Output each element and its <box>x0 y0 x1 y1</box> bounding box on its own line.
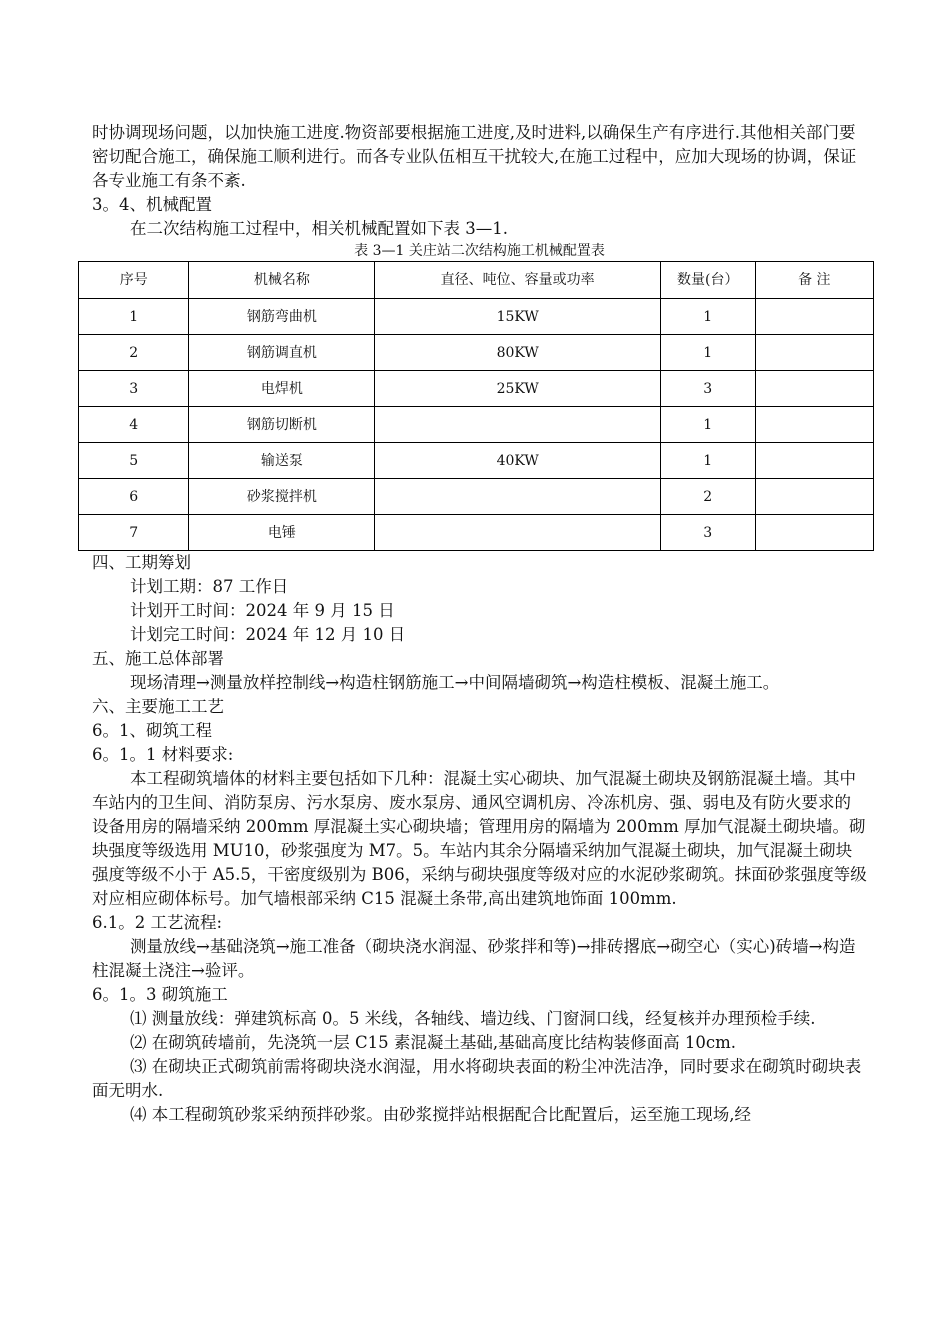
plan-duration: 计划工期：87 工作日 <box>130 577 289 596</box>
table-row <box>79 515 874 551</box>
table-cell <box>375 515 661 551</box>
table-cell: 7 <box>79 515 189 551</box>
table-cell: 4 <box>79 407 189 443</box>
table-cell: 80KW <box>375 335 661 371</box>
table-row <box>79 335 874 371</box>
table-cell <box>755 335 873 371</box>
table-cell: 5 <box>79 443 189 479</box>
section-heading-machinery: 3。4、机械配置 <box>92 195 212 214</box>
paragraph-materials: 本工程砌筑墙体的材料主要包括如下几种：混凝土实心砌块、加气混凝土砌块及钢筋混凝土墙。其中车站内的卫生间、消防泵房、污水泵房、废水泵房、通风空调机房、冷冻机房、强、弱电及有防火要求的设备用房的隔墙采纳 200mm 厚混凝土实心砌块墙；管理用房的隔墙为 200mm 厚加气混凝土砌块墙。砌块强度等级选用 MU10，砂浆强度为 M7。5。车站内其余分隔墙采纳加气混凝土砌块，加气混凝土砌块强度等级不小于 A5.5，干密度级别为 B06，采纳与砌块强度等级对应的水泥砂浆砌筑。抹面砂浆强度等级对应相应砌体标号。加气墙根部采纳 C15 混凝土条带,高出建筑地饰面 100mm. <box>92 769 867 908</box>
table-header-cell: 数量(台） <box>660 262 755 299</box>
table-cell: 2 <box>79 335 189 371</box>
step-item: ⑷ 本工程砌筑砂浆采纳预拌砂浆。由砂浆搅拌站根据配合比配置后，运至施工现场,经 <box>130 1105 751 1124</box>
table-cell: 40KW <box>375 443 661 479</box>
table-header-cell: 序号 <box>79 262 189 299</box>
table-cell: 3 <box>79 371 189 407</box>
table-row <box>79 371 874 407</box>
table-cell: 3 <box>660 371 755 407</box>
step-item: ⑶ 在砌块正式砌筑前需将砌块浇水润湿，用水将砌块表面的粉尘冲洗洁净，同时要求在砌筑时砌块表面无明水. <box>92 1057 862 1100</box>
subheading-materials: 6。1。1 材料要求: <box>92 745 234 764</box>
section-heading-schedule: 四、工期筹划 <box>92 553 191 572</box>
table-cell: 1 <box>660 335 755 371</box>
section-heading-deployment: 五、施工总体部署 <box>92 649 224 668</box>
subheading-masonry-construction: 6。1。3 砌筑施工 <box>92 985 228 1004</box>
table-cell <box>755 299 873 335</box>
table-cell: 输送泵 <box>189 443 375 479</box>
paragraph-coordination: 时协调现场问题，以加快施工进度.物资部要根据施工进度,及时进料,以确保生产有序进行.其他相关部门要密切配合施工，确保施工顺利进行。而各专业队伍相互干扰较大,在施工过程中，应加大现场的协调，保证各专业施工有条不紊. <box>92 123 857 190</box>
table-cell: 25KW <box>375 371 661 407</box>
table-cell <box>755 443 873 479</box>
table-cell <box>755 371 873 407</box>
document-body <box>92 121 867 1127</box>
subheading-workflow: 6.1。2 工艺流程: <box>92 913 223 932</box>
table-cell <box>755 479 873 515</box>
subheading-masonry: 6。1、砌筑工程 <box>92 721 212 740</box>
table-cell: 1 <box>660 443 755 479</box>
section-heading-process: 六、主要施工工艺 <box>92 697 224 716</box>
table-row <box>79 407 874 443</box>
table-cell: 1 <box>660 299 755 335</box>
table-row <box>79 299 874 335</box>
table-cell: 6 <box>79 479 189 515</box>
table-header-cell: 直径、吨位、容量或功率 <box>375 262 661 299</box>
table-row <box>79 443 874 479</box>
step-item: ⑵ 在砌筑砖墙前，先浇筑一层 C15 素混凝土基础,基础高度比结构装修面高 10cm. <box>130 1033 736 1052</box>
plan-end-date: 计划完工时间：2024 年 12 月 10 日 <box>130 625 406 644</box>
table-cell: 砂浆搅拌机 <box>189 479 375 515</box>
table-row <box>79 479 874 515</box>
paragraph-workflow: 测量放线→基础浇筑→施工准备（砌块浇水润湿、砂浆拌和等)→排砖撂底→砌空心（实心)砖墙→构造柱混凝土浇注→验评。 <box>92 937 856 980</box>
step-item: ⑴ 测量放线：弹建筑标高 0。5 米线，各轴线、墙边线、门窗洞口线，经复核并办理预检手续. <box>130 1009 816 1028</box>
table-cell: 3 <box>660 515 755 551</box>
table-header-cell: 备 注 <box>755 262 873 299</box>
plan-start-date: 计划开工时间：2024 年 9 月 15 日 <box>130 601 395 620</box>
table-header-row <box>79 262 874 299</box>
table-cell: 钢筋切断机 <box>189 407 375 443</box>
table-cell <box>755 407 873 443</box>
table-cell: 2 <box>660 479 755 515</box>
paragraph-machinery-intro: 在二次结构施工过程中，相关机械配置如下表 3—1. <box>130 219 508 238</box>
table-cell: 1 <box>660 407 755 443</box>
table-cell: 钢筋调直机 <box>189 335 375 371</box>
machinery-table <box>78 261 874 551</box>
table-cell: 电焊机 <box>189 371 375 407</box>
table-caption: 表 3—1 关庄站二次结构施工机械配置表 <box>354 243 605 259</box>
table-cell: 1 <box>79 299 189 335</box>
table-cell <box>755 515 873 551</box>
table-cell: 钢筋弯曲机 <box>189 299 375 335</box>
table-cell: 电锤 <box>189 515 375 551</box>
table-cell: 15KW <box>375 299 661 335</box>
table-header-cell: 机械名称 <box>189 262 375 299</box>
table-cell <box>375 407 661 443</box>
paragraph-deployment: 现场清理→测量放样控制线→构造柱钢筋施工→中间隔墙砌筑→构造柱模板、混凝土施工。 <box>130 673 780 692</box>
table-cell <box>375 479 661 515</box>
